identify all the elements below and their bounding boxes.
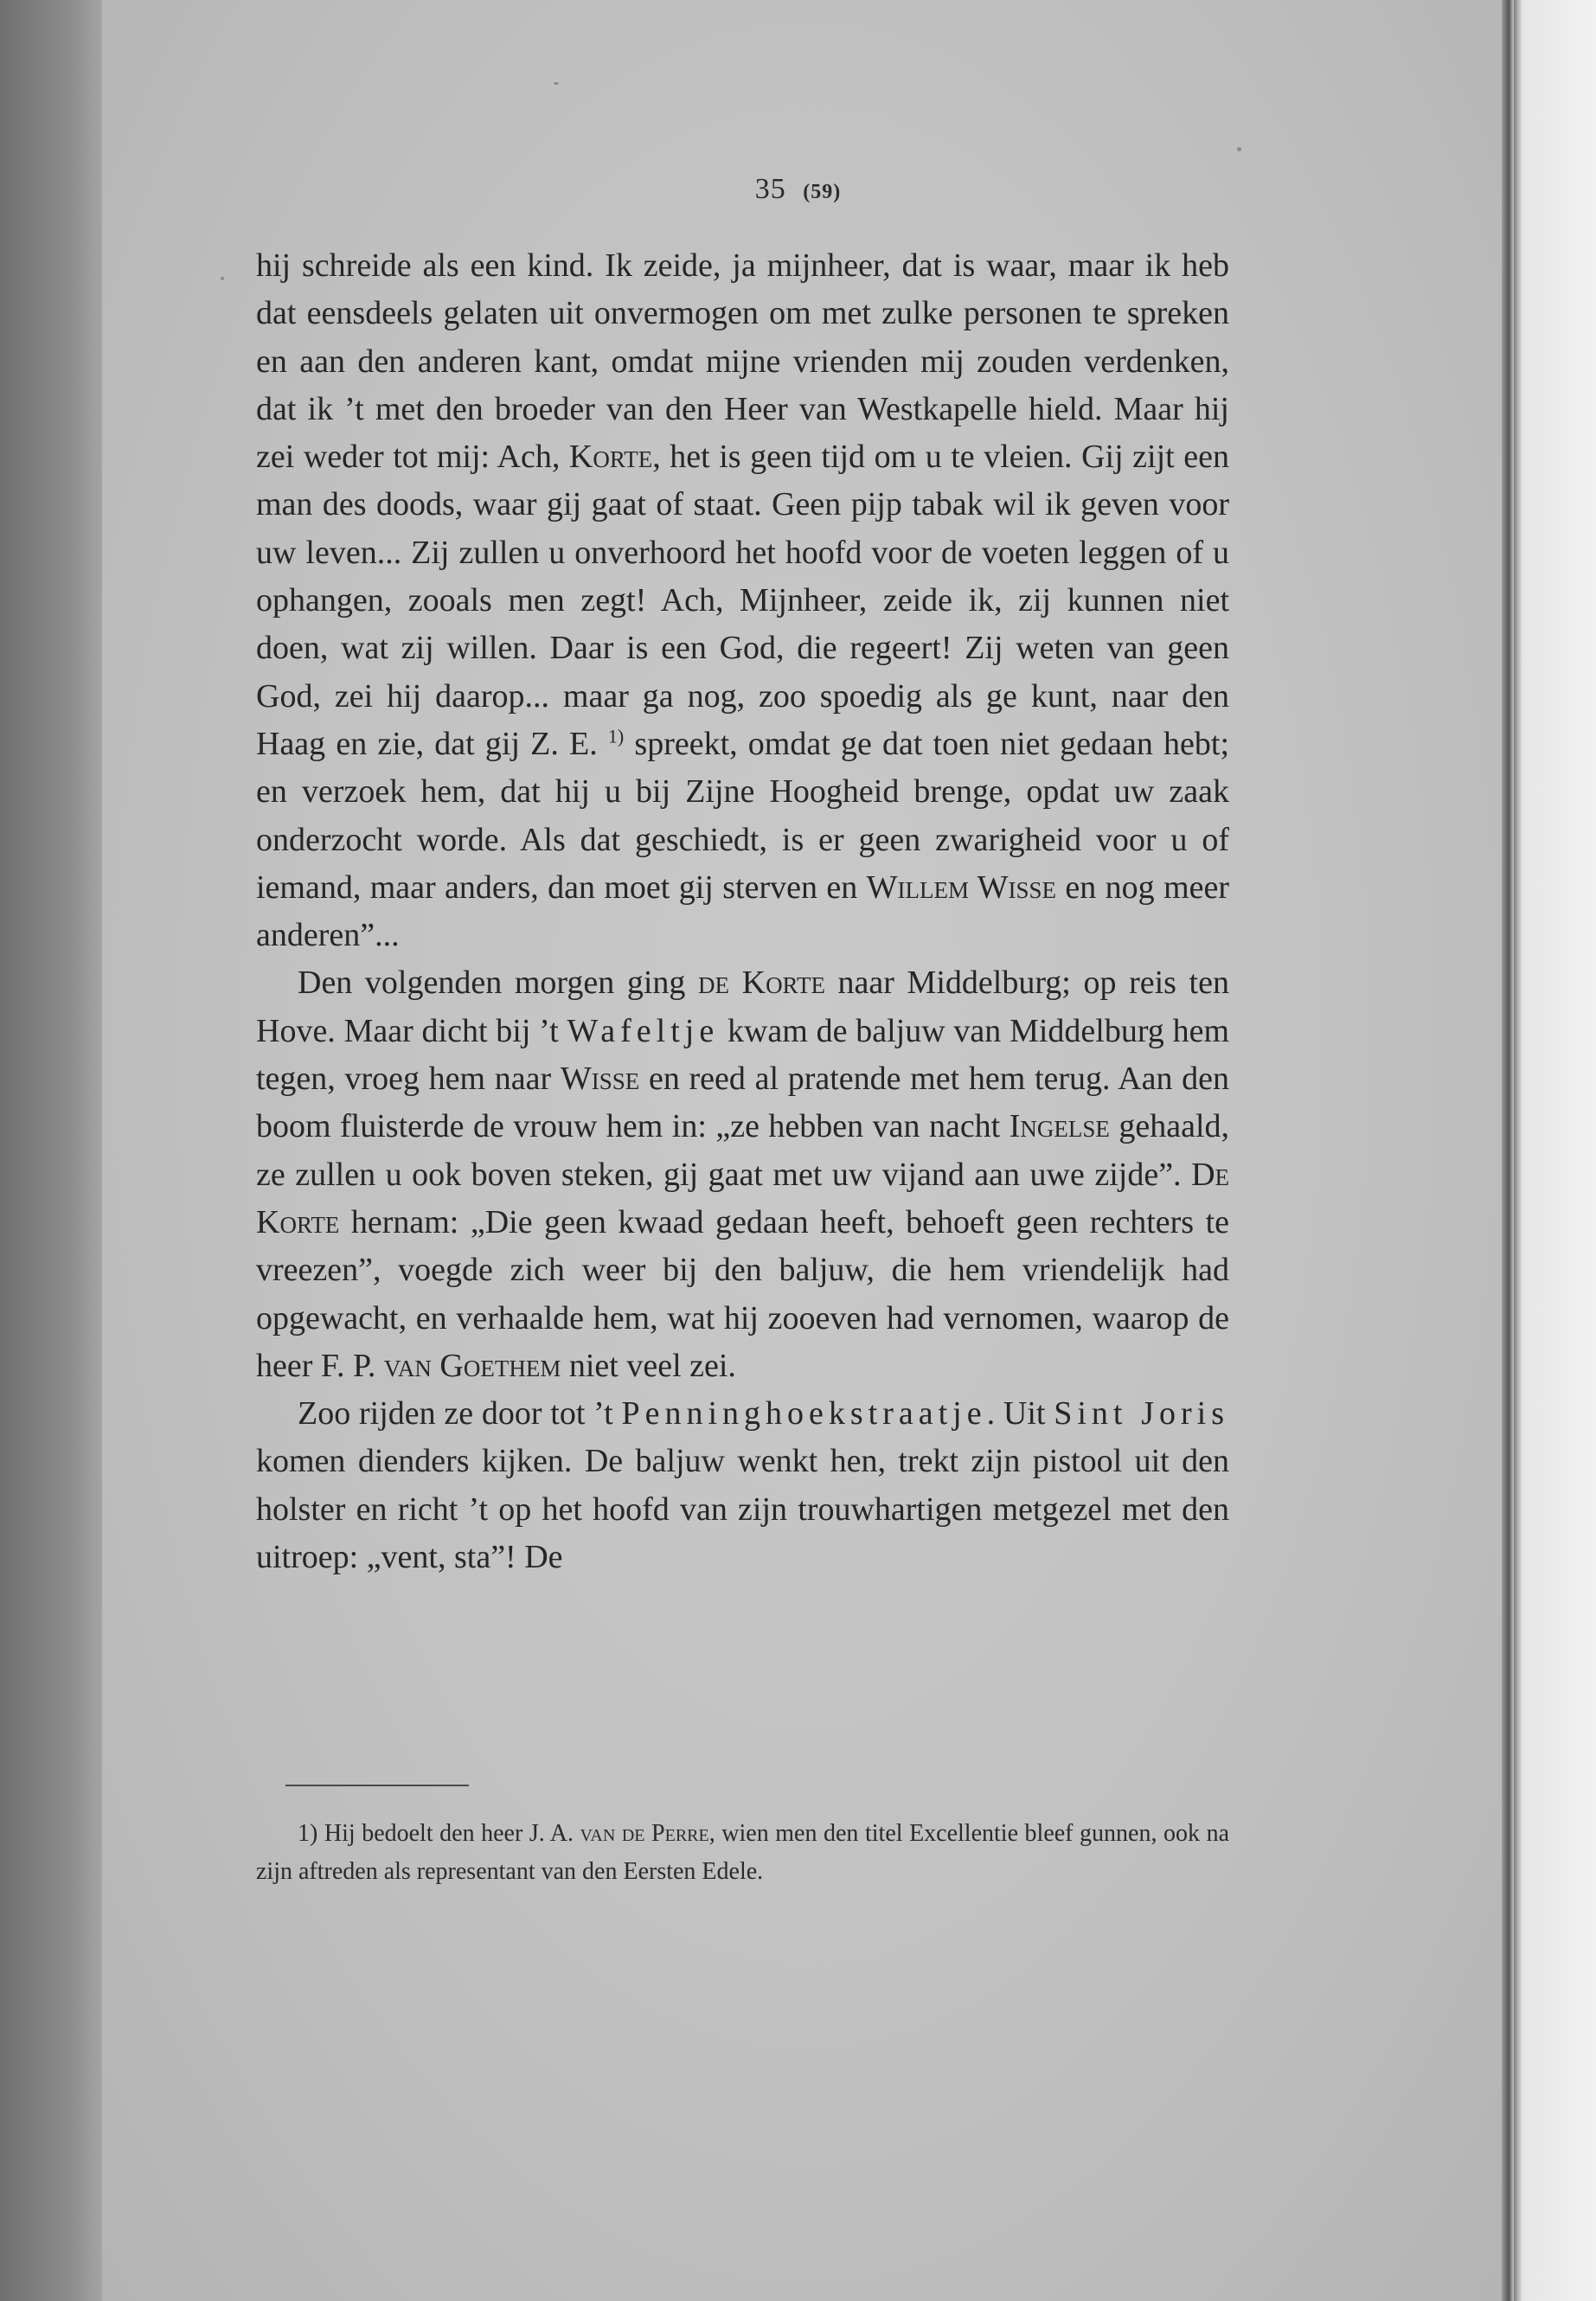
- alternate-page-number: (59): [803, 181, 842, 203]
- paragraph-2: Den volgenden morgen ging de Korte naar Middelburg; op reis ten Hove. Maar dicht bij ’t Wafeltje kwam de baljuw van Middelburg hem tegen, vroeg hem naar Wisse en reed al pratende met hem terug. Aan den boom fluisterde de vrouw hem in: „ze hebben van nacht Ingelse gehaald, ze zullen u ook boven steken, gij gaat met uw vijand aan uwe zijde”. De Korte hernam: „Die geen kwaad gedaan heeft, behoeft geen rechters te vreezen”, voegde zich weer bij den baljuw, die hem vriendelijk had opgewacht, en verhaalde hem, wat hij zooeven had vernomen, waarop de heer F. P. van Goethem niet veel zei.: [256, 965, 1229, 1384]
- footnote: 1) Hij bedoelt den heer J. A. van de Perre, wien men den titel Excellentie bleef gunnen, ook na zijn aftreden als representant van den Eersten Edele.: [256, 1820, 1230, 1885]
- paper-speck: [1237, 147, 1241, 151]
- footnote-reference: 1): [607, 725, 625, 747]
- page-header: [0, 173, 1596, 206]
- name-van-de-perre: van de Perre: [580, 1820, 709, 1847]
- place-sint-joris: Sint Joris: [1054, 1395, 1230, 1433]
- paper-speck: [554, 82, 559, 85]
- page-number: 35: [754, 173, 786, 205]
- name-wisse: Wisse: [560, 1061, 640, 1098]
- name-korte: Korte: [568, 439, 653, 476]
- page-edge: [1502, 0, 1514, 2301]
- main-text: [256, 242, 1229, 1581]
- place-penninghoekstraatje: Penninghoekstraatje: [621, 1395, 987, 1433]
- place-wafeltje: Wafeltje: [567, 1012, 720, 1049]
- paragraph-1: hij schreide als een kind. Ik zeide, ja mijnheer, dat is waar, maar ik heb dat eensdeels gelaten uit onvermogen om met zulke personen te spreken en aan den anderen kant, omdat mijne vrienden mij zouden verdenken, dat ik ’t met den broeder van den Heer van Westkapelle hield. Maar hij zei weder tot mij: Ach, Korte, het is geen tijd om u te vleien. Gij zijt een man des doods, waar gij gaat of staat. Geen pijp tabak wil ik geven voor uw leven... Zij zullen u onverhoord het hoofd voor de voeten leggen of u ophangen, zooals men zegt! Ach, Mijnheer, zeide ik, zij kunnen niet doen, wat zij willen. Daar is een God, die regeert! Zij weten van geen God, zei hij daarop... maar ga nog, zoo spoedig als ge kunt, naar den Haag en zie, dat gij Z. E. $^{1)}$ spreekt, omdat ge dat toen niet gedaan hebt; en verzoek hem, dat hij u bij Zijne Hoogheid brenge, opdat uw zaak onderzocht worde. Als dat geschiedt, is er geen zwarigheid voor u of iemand, maar anders, dan moet gij sterven en Willem Wisse en nog meer anderen”...: [256, 247, 1230, 954]
- name-ingelse: Ingelse: [1009, 1108, 1110, 1145]
- paragraph-3: Zoo rijden ze door tot ’t Penninghoekstraatje. Uit Sint Joris komen dienders kijken. De baljuw wenkt hen, trekt zijn pistool uit den holster en richt ’t op het hoofd van zijn trouwhartigen metgezel met den uitroep: „vent, sta”! De: [256, 1395, 1230, 1576]
- name-willem-wisse: Willem Wisse: [866, 868, 1057, 906]
- name-de-korte: de Korte: [698, 965, 825, 1002]
- name-de-korte: De Korte: [256, 1156, 1229, 1240]
- paper-speck: [221, 277, 224, 280]
- book-spine: [0, 0, 102, 2301]
- footnote-rule: [285, 1785, 469, 1786]
- name-van-goethem: van Goethem: [383, 1347, 561, 1384]
